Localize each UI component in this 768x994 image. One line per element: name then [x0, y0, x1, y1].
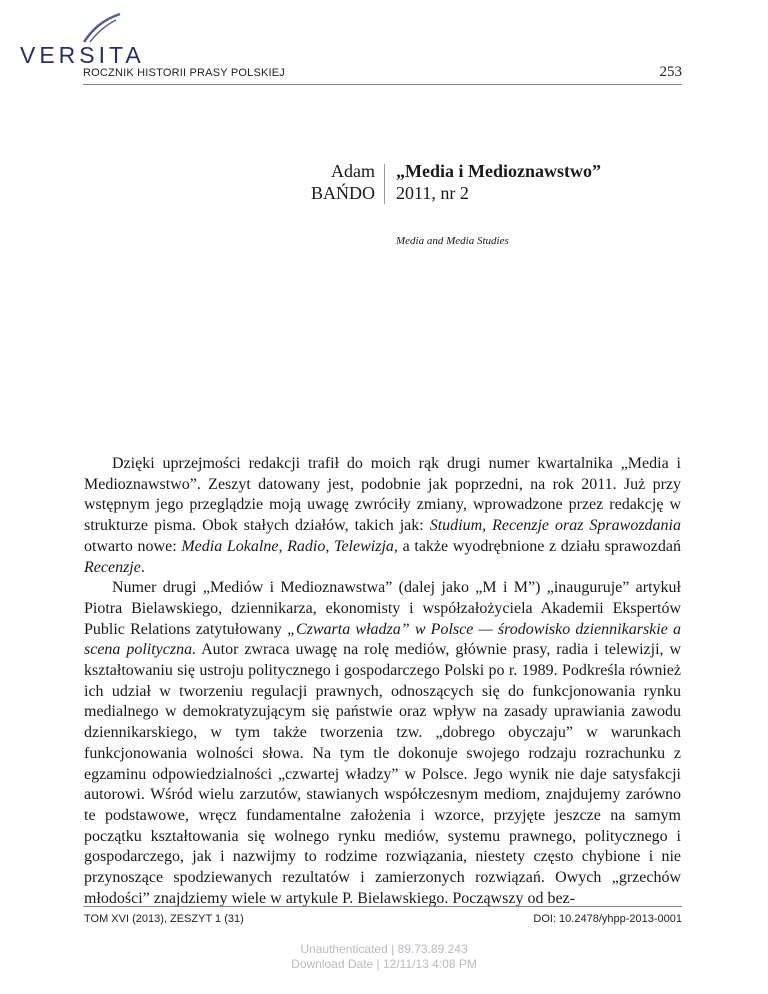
doi: DOI: 10.2478/yhpp-2013-0001 — [533, 913, 682, 925]
text-run: Dzięki uprzejmości redakcji trafił do moich rąk drugi numer kwartalnika „Media i Medioznawstwo”. Zeszyt datowany jest, podobnie jak poprzedni, na rok 2011. Już przy wstępnym jego przeglądzie moją uwagę zwróciły zmiany, wprowadzone przez redakcję w strukturze pisma. Obok stałych działów, takich jak: — [84, 455, 681, 535]
text-run: Numer drugi „Mediów i Medioznawstwa” (dalej jako „M i M”) „inauguruje” artykuł Piotra Bielawskiego, dziennikarza, ekonomisty i współzałożyciela Akademii Ekspertów Public Relations zatytułowany — [84, 579, 681, 638]
text-run: Autor zwraca uwagę na rolę mediów, głównie prasy, radia i telewizji, w kształtowaniu się ustroju politycznego i gospodarczego Polski po r. 1989. Podkreśla również ich udział w tworzeniu regulacji prawnych, odnoszących się do funkcjonowania rynku medialnego w demokratyzującym się państwie oraz wpływ na zasady uprawiania zawodu dziennikarskiego, w tym także tworzenia tzw. „dobrego obyczaju” w warunkach funkcjonowania wolności słowa. Na tym tle dokonuje swojego rodzaju rozrachunku z egzaminu odpowiedzialności „czwartej władzy” w Polsce. Jego wynik nie daje satysfakcji autorowi. Wśród wielu zarzutów, stawianych współczesnym mediom, znajdujemy zarówno te podstawowe, wręcz fundamentalne założenia i wzorce, przyjęte jeszcze na samym początku kształtowania się wolnego rynku mediów, systemu prawnego, politycznego i gospodarczego, jak i nazwijmy to rodzime rozwiązania, niestety często chybione i nie przynoszące spodziewanych rezultatów i zamierzonych rozwiązań. Owych „grzechów młodości” znajdziemy wiele w artykule P. Bielawskiego. Począwszy od bez- — [84, 641, 681, 907]
text-run: otwarto nowe: — [84, 537, 182, 555]
italic-text-run: „Czwarta władza” w Polsce — środowisko dziennikarskie a scena polityczna. — [84, 620, 682, 659]
versita-logo — [20, 12, 145, 68]
header-rule — [83, 84, 682, 85]
author-last-name: BAŃDO — [310, 183, 375, 203]
watermark-line-2: Download Date | 12/11/13 4:08 PM — [291, 957, 477, 971]
download-watermark — [0, 942, 768, 972]
author-first-name: Adam — [331, 161, 375, 181]
title-divider — [384, 164, 385, 204]
text-run: . — [140, 558, 145, 576]
text-run: , a także wyodrębnione z działu sprawozdań — [393, 537, 681, 555]
author-name — [300, 160, 375, 204]
italic-text-run: Recenzje — [84, 558, 141, 576]
paragraph-2 — [84, 578, 681, 909]
english-subtitle: Media and Media Studies — [396, 235, 509, 247]
journal-title: „Media i Medioznawstwo” — [396, 161, 601, 181]
article-body — [84, 454, 681, 909]
paragraph-1 — [84, 454, 681, 578]
swoosh-icon — [82, 12, 122, 44]
reviewed-journal — [396, 160, 601, 204]
watermark-line-1: Unauthenticated | 89.73.89.243 — [300, 942, 468, 956]
italic-text-run: Media Lokalne, Radio, Telewizja — [181, 537, 394, 555]
italic-text-run: Studium, Recenzje oraz Sprawozdania — [429, 517, 681, 535]
page-number: 253 — [659, 64, 682, 80]
logo-text: VERSITA — [20, 42, 145, 68]
volume-info: TOM XVI (2013), ZESZYT 1 (31) — [84, 913, 244, 925]
running-title: ROCZNIK HISTORII PRASY POLSKIEJ — [83, 67, 286, 79]
journal-issue: 2011, nr 2 — [396, 183, 469, 203]
footer-rule — [83, 906, 682, 907]
